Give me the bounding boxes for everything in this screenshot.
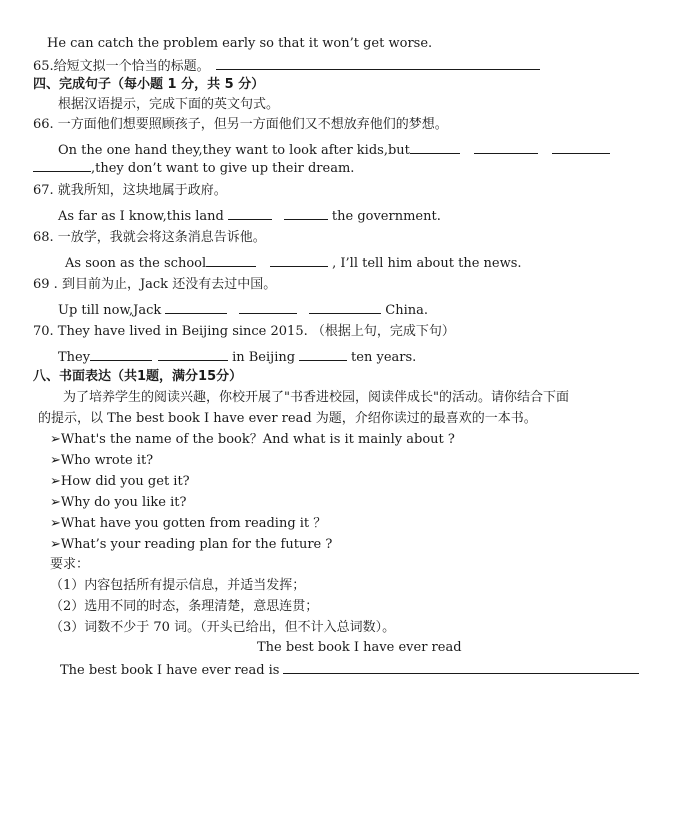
q69-blank-1[interactable] [165,300,227,314]
q70-blank-1[interactable] [90,347,152,361]
q67-blank-2[interactable] [284,206,328,220]
question-68-chinese: 68. 一放学，我就会将这条消息告诉他。 [33,230,266,245]
section-8-intro-line-1: 为了培养学生的阅读兴趣，你校开展了"书香进校园，阅读伴成长"的活动。请你结合下面 [63,390,569,405]
question-69-chinese: 69 . 到目前为止，Jack 还没有去过中国。 [33,277,277,292]
q69-blank-2[interactable] [239,300,297,314]
question-68-english-text-a: As soon as the school [65,256,207,271]
title-answer-blank[interactable] [216,56,540,70]
q66-blank-3[interactable] [552,140,610,154]
q66-blank-4[interactable] [33,158,91,172]
essay-answer-line[interactable] [283,660,639,674]
essay-start-text: The best book I have ever read is [60,663,280,678]
question-70-english-text-a: They [58,350,91,365]
question-68-english [65,253,522,273]
question-67-english-text-a: As far as I know,this land [58,209,224,224]
hint-item: ➢What's the name of the book？And what is it mainly about ? [50,432,455,447]
q69-blank-3[interactable] [309,300,381,314]
requirement-item: （2）选用不同的时态，条理清楚，意思连贯； [50,599,319,614]
question-66-english-line-1 [58,140,610,160]
question-65-text: 65.给短文拟一个恰当的标题。 [33,59,210,74]
question-70-prompt: 70. They have lived in Beijing since 2015. （根据上句，完成下句） [33,324,455,339]
q68-blank-2[interactable] [270,253,328,267]
question-69-english-text-a: Up till now,Jack [58,303,162,318]
question-69-english [58,300,428,320]
q66-blank-1[interactable] [410,140,460,154]
question-70-english [58,347,416,367]
previous-sentence: He can catch the problem early so that it won’t get worse. [47,36,433,51]
hint-item: ➢How did you get it? [50,474,190,489]
question-66-english-text-2: ,they don’t want to give up their dream. [91,161,355,176]
hint-item: ➢What’s your reading plan for the future ? [50,537,333,552]
question-67-english-text-b: the government. [331,209,441,224]
q70-blank-2[interactable] [158,347,228,361]
section-4-instruction: 根据汉语提示，完成下面的英文句式。 [58,97,280,112]
question-68-english-text-b: , I’ll tell him about the news. [332,256,522,271]
hint-item: ➢Why do you like it? [50,495,187,510]
question-70-english-text-c: ten years. [351,350,417,365]
hint-item: ➢What have you gotten from reading it ？ [50,516,327,531]
requirements-label: 要求： [50,557,90,572]
hint-item: ➢Who wrote it? [50,453,154,468]
q66-blank-2[interactable] [474,140,538,154]
question-67-english [58,206,441,226]
q67-blank-1[interactable] [228,206,272,220]
q70-blank-3[interactable] [299,347,347,361]
essay-start [60,660,639,680]
requirement-item: （1）内容包括所有提示信息，并适当发挥； [50,578,306,593]
essay-title: The best book I have ever read [257,640,462,655]
section-8-intro-line-2: 的提示，以 The best book I have ever read 为题，介绍你读过的最喜欢的一本书。 [38,411,537,426]
question-65 [33,56,540,76]
question-67-chinese: 67. 就我所知，这块地属于政府。 [33,183,227,198]
question-66-english-text-1: On the one hand they,they want to look after kids,but [58,143,410,158]
question-70-english-text-b: in Beijing [232,350,296,365]
question-66-english-line-2 [33,158,354,178]
q68-blank-1[interactable] [206,253,256,267]
section-4-heading: 四、完成句子（每小题 1 分，共 5 分） [33,77,265,92]
section-8-heading: 八、书面表达（共1题，满分15分） [33,369,243,384]
question-69-english-text-b: China. [385,303,429,318]
question-66-chinese: 66. 一方面他们想要照顾孩子，但另一方面他们又不想放弃他们的梦想。 [33,117,448,132]
requirement-item: （3）词数不少于 70 词。（开头已给出，但不计入总词数）。 [50,620,396,635]
